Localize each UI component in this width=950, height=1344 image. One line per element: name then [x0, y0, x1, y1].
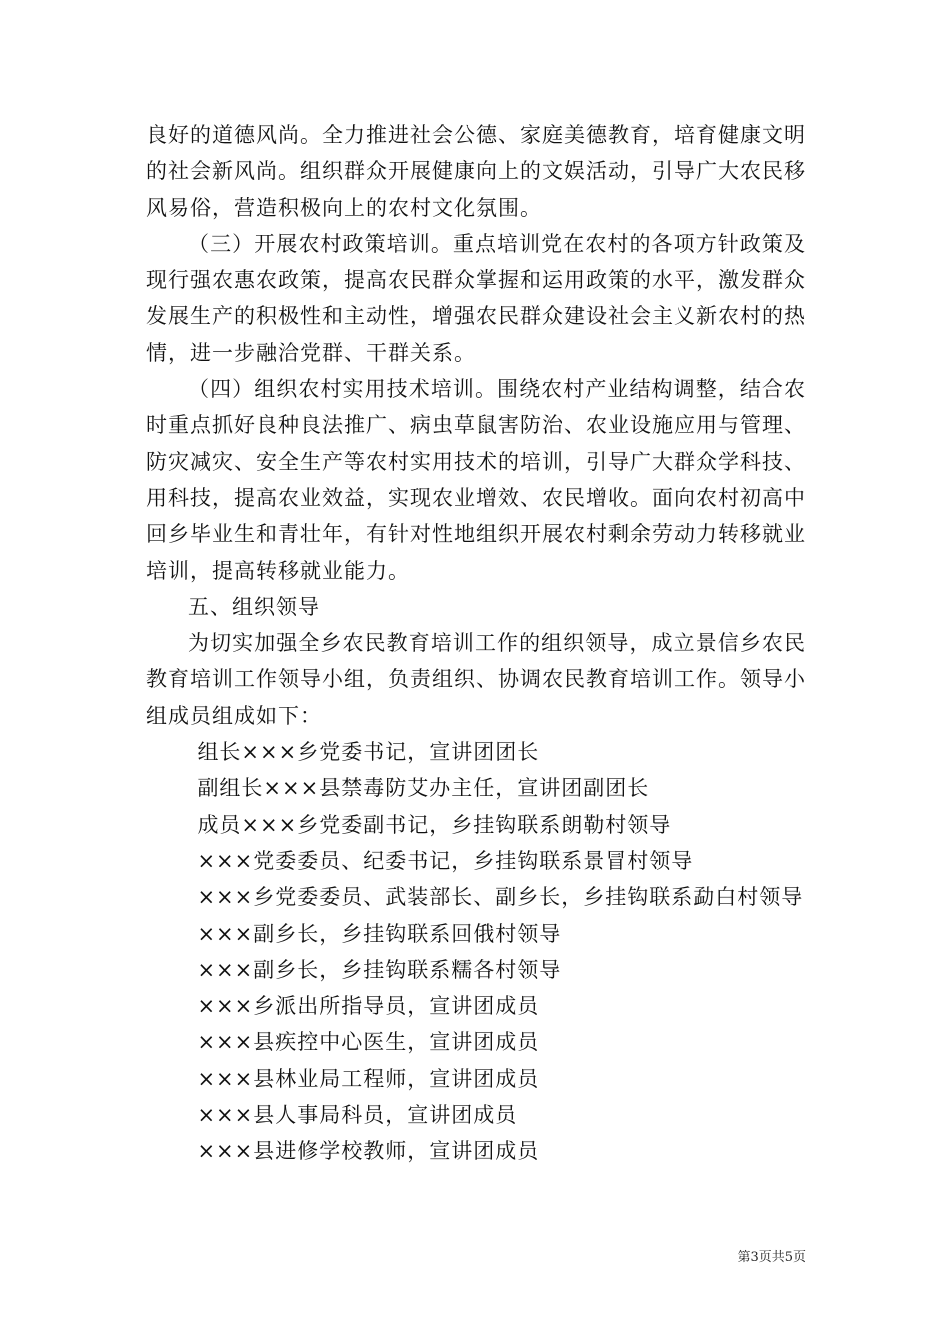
member-line-wrapped: ×××乡党委委员、武装部长、副乡长，乡挂钩联系勐白村领导: [197, 885, 804, 910]
document-body: [146, 117, 806, 1170]
paragraph-policy-training: （三）开展农村政策培训。重点培训党在农村的各项方针政策及现行强农惠农政策，提高农民群众掌握和运用政策的水平，激发群众发展生产的积极性和主动性，增强农民群众建设社会主义新农村的热情，进一步融洽党群、干群关系。: [146, 231, 806, 365]
member-line: ×××副乡长，乡挂钩联系回俄村领导: [197, 921, 562, 946]
member-line: ×××党委委员、纪委书记，乡挂钩联系景冒村领导: [197, 848, 694, 873]
member-line: ×××县人事局科员，宣讲团成员: [197, 1103, 518, 1128]
page-number-footer: 第3页共5页: [737, 1250, 806, 1265]
paragraph-technology-training: （四）组织农村实用技术培训。围绕农村产业结构调整，结合农时重点抓好良种良法推广、病虫草鼠害防治、农业设施应用与管理、防灾减灾、安全生产等农村实用技术的培训，引导广大群众学科技、用科技，提高农业效益，实现农业增效、农民增收。面向农村初高中回乡毕业生和青壮年，有针对性地组织开展农村剩余劳动力转移就业培训，提高转移就业能力。: [146, 377, 806, 583]
member-line: ×××乡派出所指导员，宣讲团成员: [197, 994, 540, 1019]
paragraph-continuation: 良好的道德风尚。全力推进社会公德、家庭美德教育，培育健康文明的社会新风尚。组织群众开展健康向上的文娱活动，引导广大农民移风易俗，营造积极向上的农村文化氛围。: [146, 123, 806, 220]
member-line: 成员×××乡党委副书记，乡挂钩联系朗勒村领导: [197, 812, 672, 837]
member-line: ×××县林业局工程师，宣讲团成员: [197, 1066, 540, 1091]
member-line: 副组长×××县禁毒防艾办主任，宣讲团副团长: [197, 776, 650, 801]
paragraph-leadership-group: 为切实加强全乡农民教育培训工作的组织领导，成立景信乡农民教育培训工作领导小组，负责组织、协调农民教育培训工作。领导小组成员组成如下：: [146, 631, 806, 728]
member-line: ×××县进修学校教师，宣讲团成员: [197, 1139, 540, 1164]
member-line: 组长×××乡党委书记，宣讲团团长: [197, 740, 540, 765]
member-line: ×××副乡长，乡挂钩联系糯各村领导: [197, 957, 562, 982]
section-heading-organization: 五、组织领导: [188, 594, 320, 619]
member-line: ×××县疾控中心医生，宣讲团成员: [197, 1030, 540, 1055]
